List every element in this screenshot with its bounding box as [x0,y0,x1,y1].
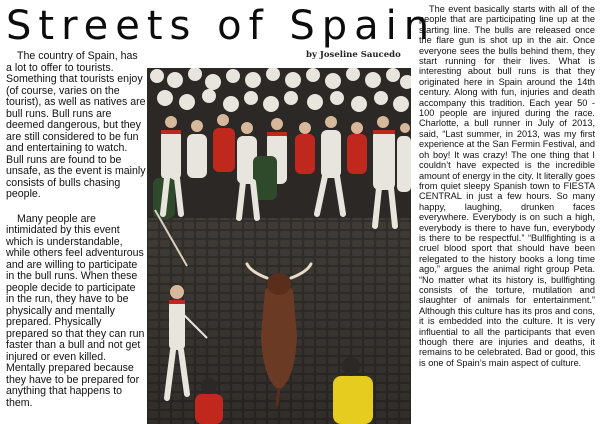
bull-run-photo [147,68,411,424]
left-paragraph-2: Many people are intimidated by this event which is understandable, while others feel adventurous and are willing to participate in the bull runs. When these people decide to participate in the run, they have to be physically and mentally prepared. Physically prepared so that they can run faster than a bull and not get injured or even killed. Mentally prepared because they have to be prepared for anything that happens to them. [6,212,145,409]
bull-run-photo-illustration [147,68,411,424]
left-column [6,51,146,409]
byline: by Joseline Saucedo [306,50,401,60]
right-column [419,4,595,368]
crowd [147,68,411,226]
article-title: Streets of Spain [6,3,437,49]
left-paragraph-1: The country of Spain, has a lot to offer to tourists. Something that tourists enjoy (of course, varies on the tourist), as well as natives are bull runs. Bull runs are deemed dangerous, but they are still considered to be fun and entertaining to watch. Bull runs are found to be unsafe, as the event is mainly consists of bulls chasing people. [6,50,146,200]
right-paragraph-1: The event basically starts with all of the people that are participating line up at the starting line. The bulls are released once the flare gun is shot up in the air. Once everyone sees the bulls behind them, they start running for their lives. What is interesting about bull runs is that they originated here in Spain around the 14th century. Along with fun, injuries and death accompany this tradition. Each year 50 - 100 people are injured during the race. Charlotte, a bull runner in July of 2013, said, “Last summer, in 2013, was my first experience at the San Fermin Festival, and oh boy! It was crazy! The one thing that I couldn’t have expected is the incredible amount of energy in the city. It literally goes from quiet sleepy Spanish town to FIESTA CENTRAL in just a few hours. So many happy, laughing, drunken faces everywhere. Everybody is on such a high, everybody is there to have fun, everybody is there to be respectful.” “Bullfighting is a cruel blood sport that should have been relegated to the history books a long time ago,” argues the animal right group Peta. “No matter what its history is, bullfighting consists of the torture, mutilation and slaughter of animals for entertainment.” Although this culture has its pros and cons, it is embedded into the culture. It is very influential to all the participants that even though there are injuries and deaths, it remains to be celebrated. Bad or good, this is one of Spain’s main aspect of culture. [419,4,596,368]
